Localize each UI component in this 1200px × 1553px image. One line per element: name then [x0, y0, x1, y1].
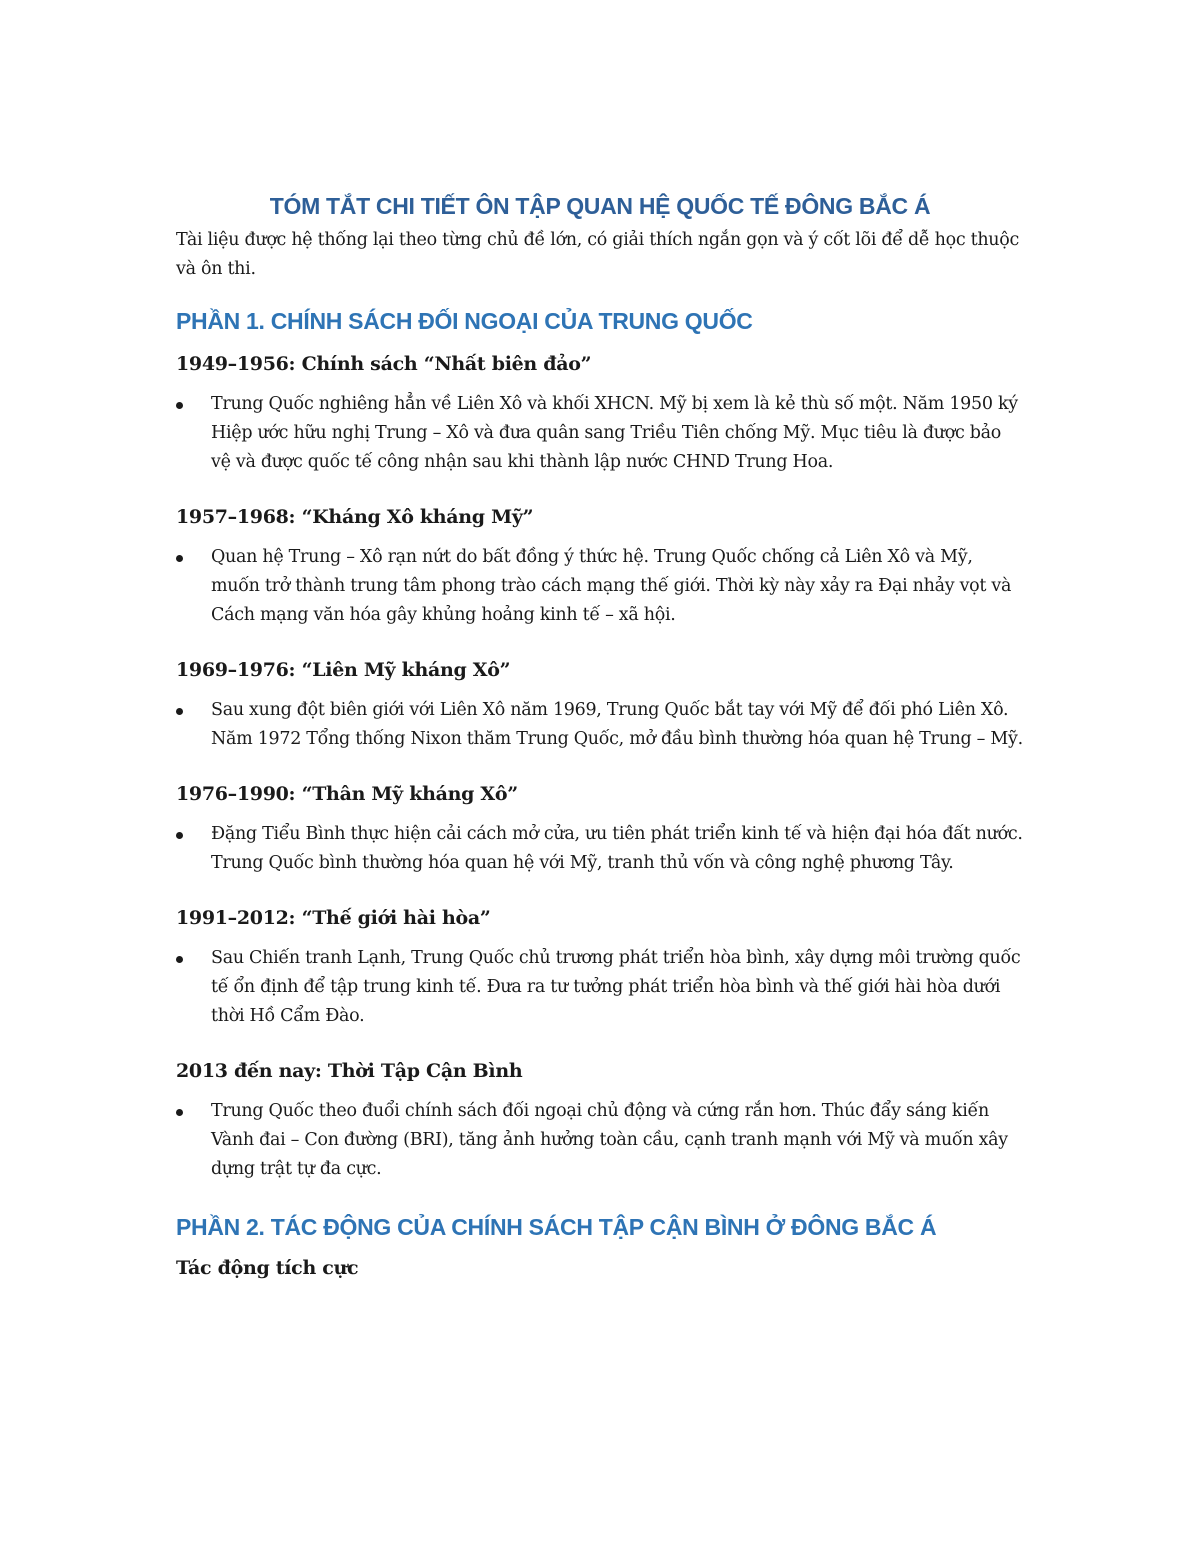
bullet-list — [176, 1097, 1024, 1184]
bullet-text: Trung Quốc theo đuổi chính sách đối ngoại chủ động và cứng rắn hơn. Thúc đẩy sáng kiến Vành đai – Con đường (BRI), tăng ảnh hưởng toàn cầu, cạnh tranh mạnh với Mỹ và muốn xây dựng trật tự đa cực. — [211, 1101, 1008, 1179]
list-item — [176, 944, 1024, 1031]
bullet-icon — [176, 708, 183, 715]
bullet-text: Trung Quốc nghiêng hẳn về Liên Xô và khối XHCN. Mỹ bị xem là kẻ thù số một. Năm 1950 ký Hiệp ước hữu nghị Trung – Xô và đưa quân sang Triều Tiên chống Mỹ. Mục tiêu là được bảo vệ và được quốc tế công nhận sau khi thành lập nước CHND Trung Hoa. — [211, 394, 1018, 472]
bullet-list — [176, 820, 1024, 878]
period-heading: 2013 đến nay: Thời Tập Cận Bình — [176, 1060, 523, 1082]
bullet-text: Đặng Tiểu Bình thực hiện cải cách mở cửa, ưu tiên phát triển kinh tế và hiện đại hóa đất nước. Trung Quốc bình thường hóa quan hệ với Mỹ, tranh thủ vốn và công nghệ phương Tây. — [211, 824, 1023, 873]
part1-heading: PHẦN 1. CHÍNH SÁCH ĐỐI NGOẠI CỦA TRUNG QUỐC — [176, 308, 753, 334]
period-section-1957 — [176, 497, 1024, 630]
period-section-1976 — [176, 774, 1024, 878]
bullet-text: Sau xung đột biên giới với Liên Xô năm 1969, Trung Quốc bắt tay với Mỹ để đối phó Liên Xô. Năm 1972 Tổng thống Nixon thăm Trung Quốc, mở đầu bình thường hóa quan hệ Trung – Mỹ. — [211, 700, 1023, 749]
part2-subheading: Tác động tích cực — [176, 1257, 359, 1279]
bullet-list — [176, 696, 1024, 754]
bullet-icon — [176, 1109, 183, 1116]
bullet-list — [176, 543, 1024, 630]
document-title: TÓM TẮT CHI TIẾT ÔN TẬP QUAN HỆ QUỐC TẾ ĐÔNG BẮC Á — [269, 193, 931, 219]
intro-paragraph: Tài liệu được hệ thống lại theo từng chủ đề lớn, có giải thích ngắn gọn và ý cốt lõi để dễ học thuộc và ôn thi. — [176, 230, 1020, 279]
period-heading: 1976–1990: “Thân Mỹ kháng Xô” — [176, 783, 518, 805]
list-item — [176, 1097, 1024, 1184]
bullet-icon — [176, 832, 183, 839]
bullet-icon — [176, 402, 183, 409]
list-item — [176, 820, 1024, 878]
list-item — [176, 696, 1024, 754]
period-heading: 1969–1976: “Liên Mỹ kháng Xô” — [176, 659, 511, 681]
document-page — [176, 186, 1024, 1286]
bullet-list — [176, 944, 1024, 1031]
bullet-icon — [176, 956, 183, 963]
list-item — [176, 390, 1024, 477]
period-heading: 1991–2012: “Thế giới hài hòa” — [176, 907, 491, 929]
part2-heading: PHẦN 2. TÁC ĐỘNG CỦA CHÍNH SÁCH TẬP CẬN BÌNH Ở ĐÔNG BẮC Á — [176, 1214, 937, 1240]
bullet-icon — [176, 555, 183, 562]
list-item — [176, 543, 1024, 630]
period-section-1969 — [176, 650, 1024, 754]
period-section-1991 — [176, 898, 1024, 1031]
period-heading: 1957–1968: “Kháng Xô kháng Mỹ” — [176, 506, 534, 528]
bullet-text: Sau Chiến tranh Lạnh, Trung Quốc chủ trương phát triển hòa bình, xây dựng môi trường quốc tế ổn định để tập trung kinh tế. Đưa ra tư tưởng phát triển hòa bình và thế giới hài hòa dưới thời Hồ Cẩm Đào. — [211, 948, 1021, 1026]
period-section-1949 — [176, 344, 1024, 477]
period-heading: 1949–1956: Chính sách “Nhất biên đảo” — [176, 353, 592, 375]
bullet-list — [176, 390, 1024, 477]
period-section-2013 — [176, 1051, 1024, 1184]
bullet-text: Quan hệ Trung – Xô rạn nứt do bất đồng ý thức hệ. Trung Quốc chống cả Liên Xô và Mỹ, muốn trở thành trung tâm phong trào cách mạng thế giới. Thời kỳ này xảy ra Đại nhảy vọt và Cách mạng văn hóa gây khủng hoảng kinh tế – xã hội. — [211, 547, 1012, 625]
